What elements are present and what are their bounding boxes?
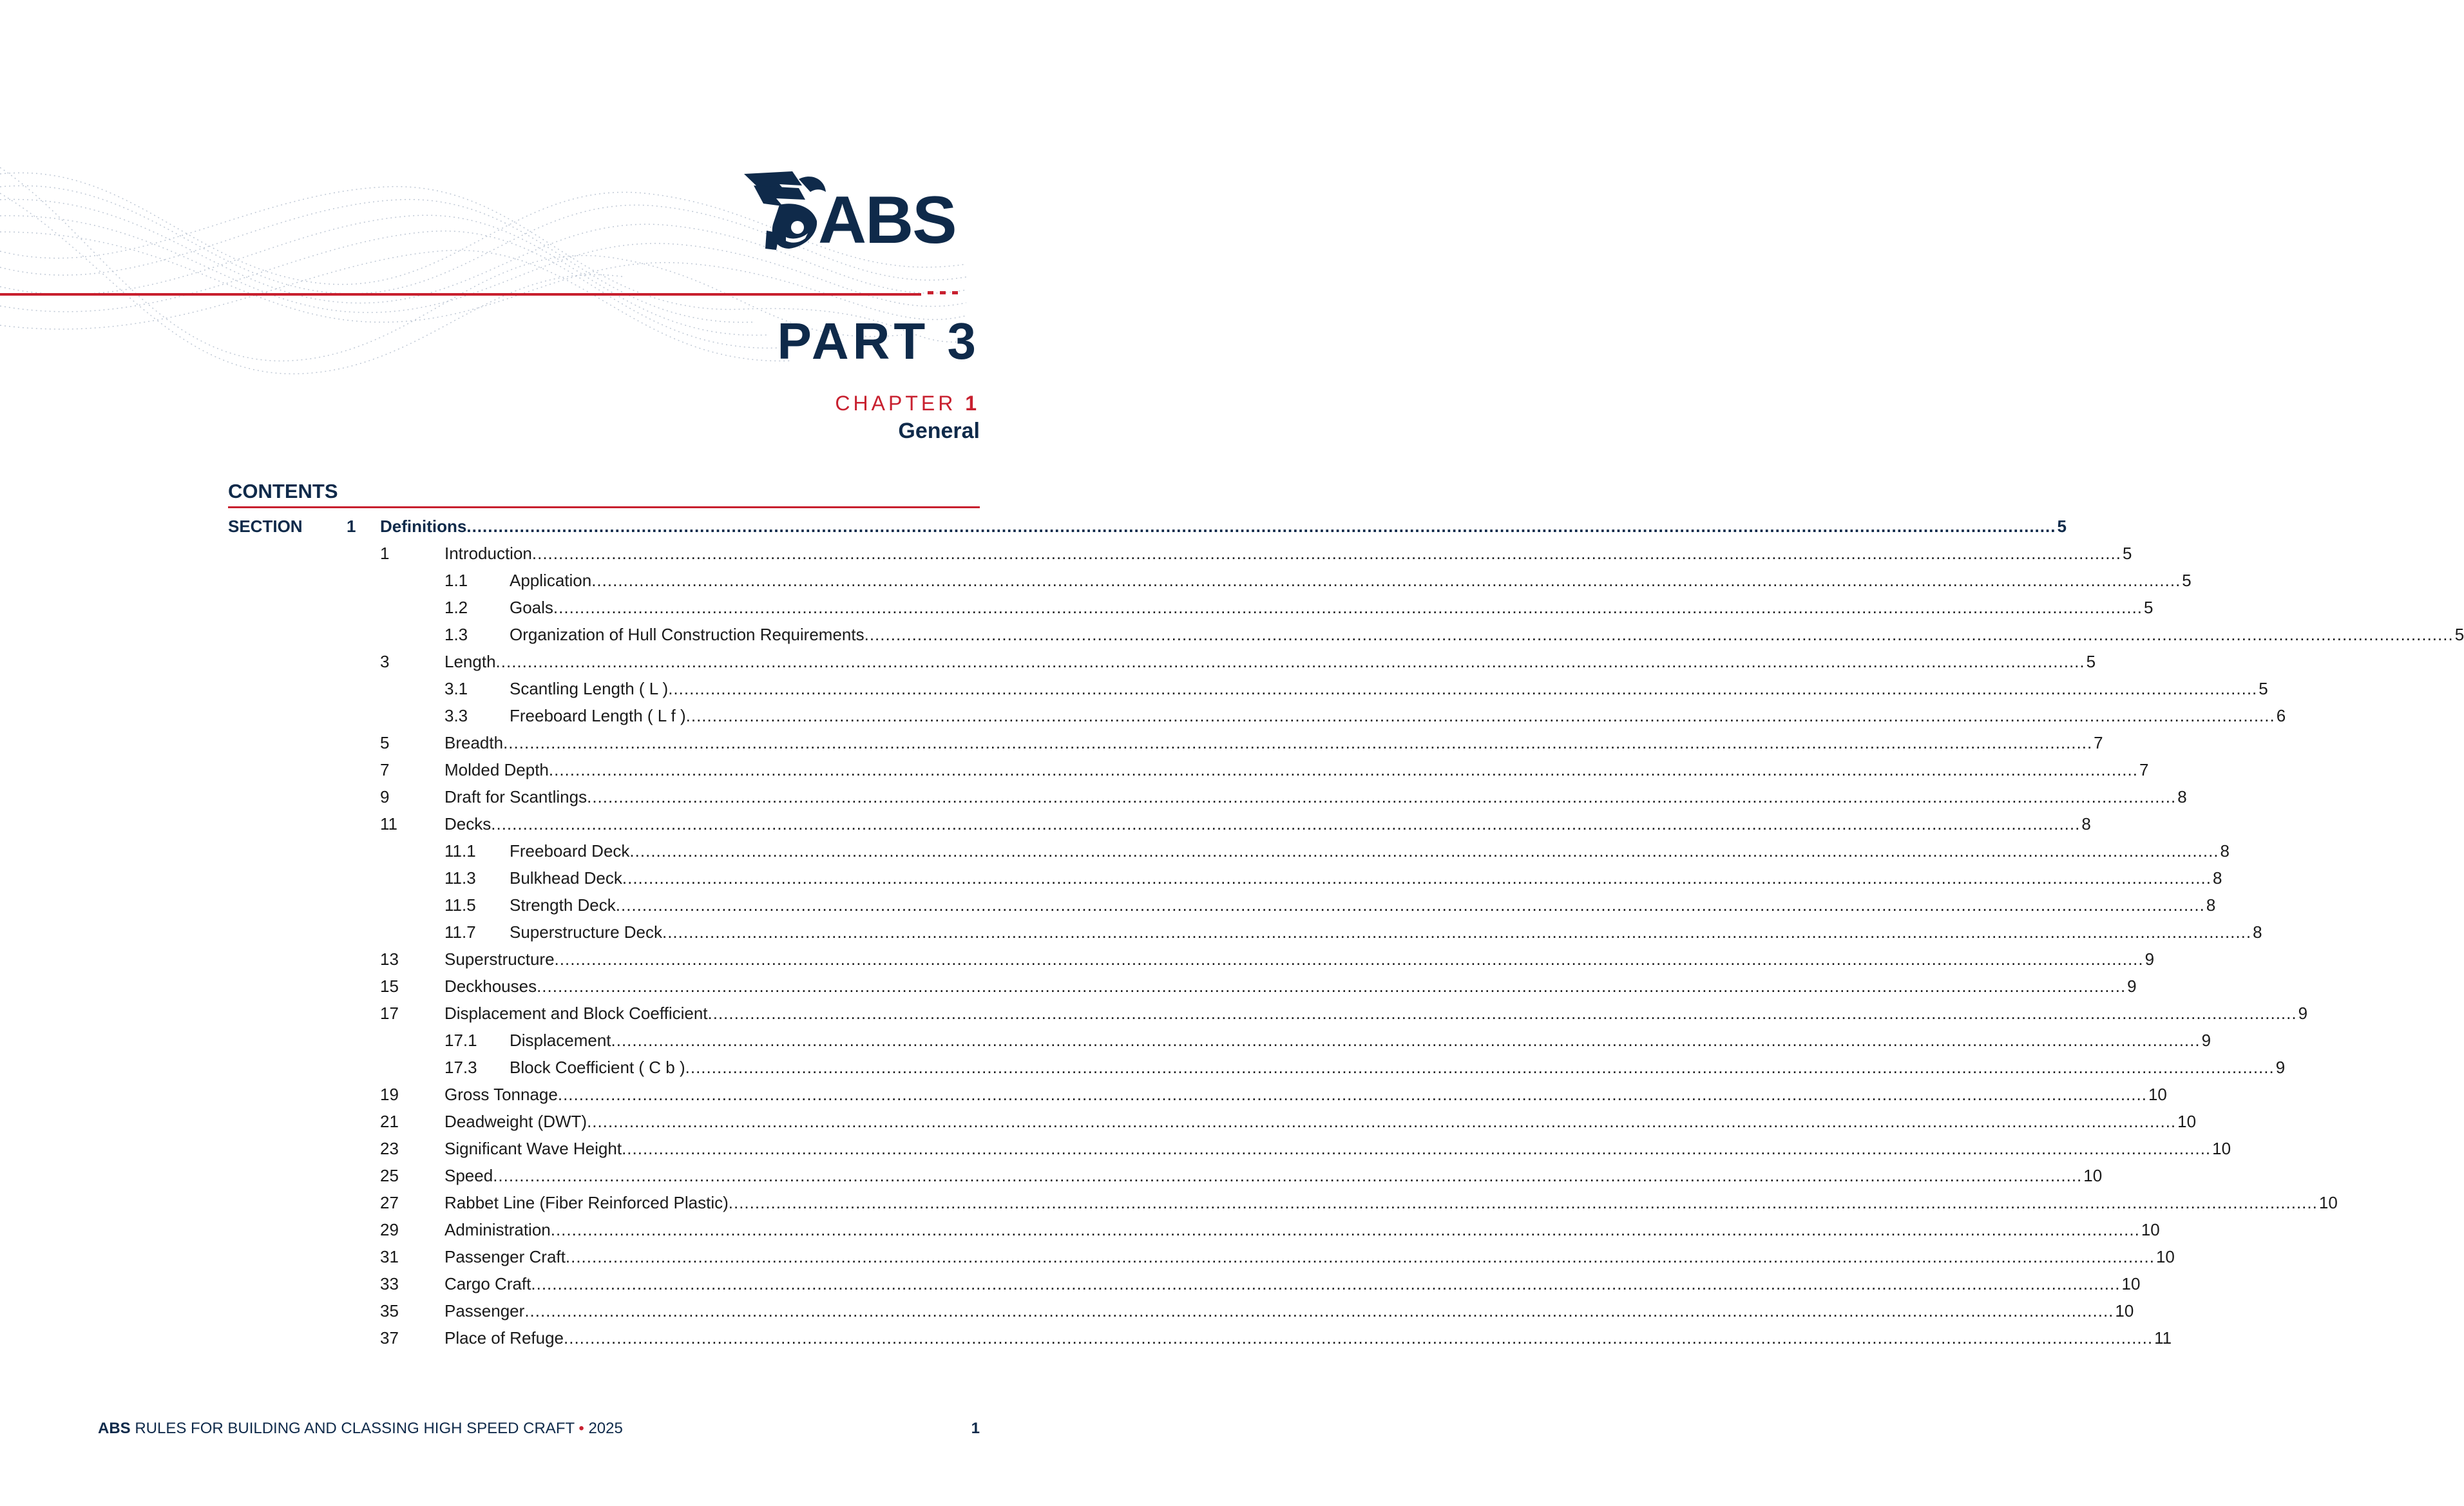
entry-page: 8 — [2212, 868, 2222, 888]
entry-page: 10 — [2115, 1301, 2134, 1320]
toc-entry-row[interactable] — [228, 756, 2149, 783]
entry-page: 8 — [2220, 841, 2230, 861]
entry-title: Decks — [444, 814, 492, 834]
entry-number: 35 — [380, 1301, 399, 1320]
entry-title: Freeboard Deck — [510, 841, 630, 861]
entry-page: 5 — [2086, 652, 2096, 671]
toc-entry-row[interactable] — [228, 1297, 2134, 1324]
toc-entry-row[interactable] — [228, 810, 2091, 837]
entry-number: 17 — [380, 1004, 399, 1023]
entry-content — [510, 1054, 2286, 1081]
dot-leader: ............................................................................................................................................................................................................................................................................................................ — [537, 977, 2126, 996]
entry-title: Passenger — [444, 1301, 525, 1320]
section-entry — [380, 513, 2067, 540]
logo-text: ABS — [818, 183, 956, 258]
entry-number: 9 — [380, 787, 390, 806]
abs-logo — [741, 166, 973, 263]
entry-page: 8 — [2177, 787, 2187, 806]
entry-number: 1 — [380, 544, 390, 563]
entry-title: Breadth — [444, 733, 504, 752]
entry-number: 3.1 — [444, 679, 468, 698]
chapter-number: 1 — [965, 392, 980, 415]
toc-entry-row[interactable] — [228, 1081, 2167, 1108]
entry-page: 6 — [2276, 706, 2286, 725]
entry-title: Goals — [510, 598, 553, 617]
entry-title: Displacement — [510, 1031, 611, 1050]
footer-title: RULES FOR BUILDING AND CLASSING HIGH SPEED CRAFT — [135, 1420, 575, 1437]
entry-title: Length — [444, 652, 496, 671]
entry-title: Organization of Hull Construction Requirements — [510, 625, 864, 644]
entry-page: 5 — [2182, 571, 2192, 590]
entry-content — [510, 621, 2464, 648]
page-number: 1 — [971, 1420, 980, 1437]
entry-content — [510, 837, 2230, 864]
entry-page: 10 — [2318, 1193, 2338, 1212]
toc-entry-row[interactable] — [228, 702, 2286, 729]
entry-title: Passenger Craft — [444, 1247, 566, 1266]
dot-leader: ............................................................................................................................................................................................................................................................................................................ — [531, 1274, 2121, 1293]
entry-number: 15 — [380, 977, 399, 996]
dot-leader: ............................................................................................................................................................................................................................................................................................................ — [554, 949, 2144, 969]
dot-leader: ............................................................................................................................................................................................................................................................................................................ — [557, 1085, 2147, 1104]
dot-leader: ............................................................................................................................................................................................................................................................................................................ — [587, 1112, 2177, 1131]
section-title: Definitions — [380, 517, 467, 536]
entry-page: 8 — [2253, 922, 2262, 942]
entry-title: Molded Depth — [444, 760, 549, 779]
entry-number: 11.5 — [444, 895, 476, 915]
header-rule — [0, 293, 921, 296]
entry-number: 7 — [380, 760, 390, 779]
entry-title: Introduction — [444, 544, 532, 563]
entry-content — [444, 1000, 2308, 1027]
toc-entry-row[interactable] — [228, 891, 2216, 919]
entry-content — [444, 1270, 2141, 1297]
entry-page: 10 — [2177, 1112, 2197, 1131]
entry-number: 3.3 — [444, 706, 468, 725]
header-rule-dots — [928, 291, 958, 294]
entry-number: 37 — [380, 1328, 399, 1348]
entry-content — [444, 1216, 2160, 1243]
entry-title: Significant Wave Height — [444, 1139, 622, 1158]
dot-leader: ............................................................................................................................................................................................................................................................................................................ — [466, 517, 2056, 536]
toc-entry-row[interactable] — [228, 864, 2222, 891]
entry-title: Deadweight (DWT) — [444, 1112, 587, 1131]
dot-leader: ............................................................................................................................................................................................................................................................................................................ — [728, 1193, 2318, 1212]
entry-content — [510, 594, 2154, 621]
entry-number: 1.3 — [444, 625, 468, 644]
entry-number: 11.3 — [444, 868, 476, 888]
chapter-label — [835, 393, 980, 414]
toc-entry-row[interactable] — [228, 567, 2192, 594]
entry-content — [510, 891, 2216, 919]
chapter-title: General — [898, 419, 980, 443]
entry-content — [444, 648, 2096, 675]
contents-heading: CONTENTS — [228, 480, 338, 502]
entry-page: 9 — [2298, 1004, 2308, 1023]
toc-entry-row[interactable] — [228, 729, 2103, 756]
page-footer — [98, 1421, 980, 1436]
dot-leader: ............................................................................................................................................................................................................................................................................................................ — [493, 1166, 2083, 1185]
toc-entry-row[interactable] — [228, 973, 2137, 1000]
entry-title: Bulkhead Deck — [510, 868, 622, 888]
toc-entry-row[interactable] — [228, 1000, 2308, 1027]
toc-entry-row[interactable] — [228, 919, 2262, 946]
entry-page: 8 — [2206, 895, 2216, 915]
dot-leader: ............................................................................................................................................................................................................................................................................................................ — [503, 733, 2093, 752]
entry-number: 25 — [380, 1166, 399, 1185]
entry-page: 11 — [2154, 1328, 2172, 1348]
dot-leader: ............................................................................................................................................................................................................................................................................................................ — [622, 1139, 2211, 1158]
dot-leader: ............................................................................................................................................................................................................................................................................................................ — [564, 1328, 2154, 1348]
entry-title: Scantling Length ( L ) — [510, 679, 669, 698]
section-number: 1 — [347, 517, 356, 536]
table-of-contents — [228, 513, 2464, 1351]
toc-entry-row[interactable] — [228, 783, 2187, 810]
entry-number: 23 — [380, 1139, 399, 1158]
entry-content — [510, 675, 2268, 702]
entry-content — [444, 1135, 2231, 1162]
entry-number: 27 — [380, 1193, 399, 1212]
dot-leader: ............................................................................................................................................................................................................................................................................................................ — [611, 1031, 2201, 1050]
entry-number: 5 — [380, 733, 390, 752]
entry-content — [444, 810, 2091, 837]
eagle-icon — [741, 166, 831, 256]
entry-title: Draft for Scantlings — [444, 787, 587, 806]
toc-entry-row[interactable] — [228, 946, 2155, 973]
entry-number: 1.1 — [444, 571, 468, 590]
entry-number: 17.3 — [444, 1058, 477, 1077]
entry-number: 11.7 — [444, 922, 476, 942]
entry-page: 10 — [2141, 1220, 2160, 1239]
entry-content — [444, 729, 2103, 756]
toc-section-row[interactable] — [228, 513, 2067, 540]
entry-content — [510, 567, 2192, 594]
contents-rule — [228, 506, 980, 508]
entry-number: 19 — [380, 1085, 399, 1104]
entry-page: 9 — [2127, 977, 2137, 996]
entry-content — [444, 973, 2137, 1000]
section-page: 5 — [2057, 517, 2067, 536]
dot-leader: ............................................................................................................................................................................................................................................................................................................ — [550, 1220, 2140, 1239]
entry-page: 7 — [2094, 733, 2103, 752]
entry-title: Gross Tonnage — [444, 1085, 558, 1104]
toc-entry-row[interactable] — [228, 1324, 2172, 1351]
entry-title: Administration — [444, 1220, 551, 1239]
toc-entry-row[interactable] — [228, 621, 2464, 648]
footer-year: 2025 — [588, 1420, 623, 1437]
entry-content — [510, 1027, 2211, 1054]
entry-number: 29 — [380, 1220, 399, 1239]
entry-title: Speed — [444, 1166, 493, 1185]
entry-page: 10 — [2212, 1139, 2231, 1158]
entry-page: 8 — [2081, 814, 2091, 834]
dot-leader: ............................................................................................................................................................................................................................................................................................................ — [524, 1301, 2114, 1320]
entry-title: Freeboard Length ( L f ) — [510, 706, 686, 725]
entry-title: Strength Deck — [510, 895, 616, 915]
entry-number: 1.2 — [444, 598, 468, 617]
entry-page: 5 — [2259, 679, 2268, 698]
entry-title: Place of Refuge — [444, 1328, 564, 1348]
entry-content — [444, 946, 2155, 973]
entry-content — [444, 1243, 2175, 1270]
entry-content — [444, 1324, 2172, 1351]
dot-leader: ............................................................................................................................................................................................................................................................................................................ — [615, 895, 2205, 915]
entry-title: Displacement and Block Coefficient — [444, 1004, 708, 1023]
entry-content — [510, 864, 2222, 891]
toc-entry-row[interactable] — [228, 1270, 2141, 1297]
entry-page: 10 — [2155, 1247, 2175, 1266]
entry-content — [510, 919, 2262, 946]
dot-leader: ............................................................................................................................................................................................................................................................................................................ — [591, 571, 2181, 590]
entry-number: 11.1 — [444, 841, 476, 861]
toc-entry-row[interactable] — [228, 1189, 2338, 1216]
dot-leader: ............................................................................................................................................................................................................................................................................................................ — [662, 922, 2252, 942]
dot-leader: ............................................................................................................................................................................................................................................................................................................ — [864, 625, 2454, 644]
dot-leader: ............................................................................................................................................................................................................................................................................................................ — [565, 1247, 2155, 1266]
dot-leader: ............................................................................................................................................................................................................................................................................................................ — [707, 1004, 2297, 1023]
section-label: SECTION — [228, 517, 303, 536]
entry-content — [444, 1108, 2197, 1135]
entry-content — [444, 1189, 2338, 1216]
entry-page: 9 — [2275, 1058, 2286, 1077]
entry-title: Superstructure Deck — [510, 922, 662, 942]
footer-brand: ABS — [98, 1420, 131, 1437]
toc-entry-row[interactable] — [228, 540, 2132, 567]
toc-entries — [228, 540, 2464, 1351]
toc-entry-row[interactable] — [228, 1162, 2103, 1189]
dot-leader: ............................................................................................................................................................................................................................................................................................................ — [491, 814, 2081, 834]
toc-entry-row[interactable] — [228, 1108, 2197, 1135]
entry-title: Cargo Craft — [444, 1274, 531, 1293]
entry-page: 10 — [2148, 1085, 2167, 1104]
entry-page: 9 — [2201, 1031, 2211, 1050]
entry-page: 5 — [2144, 598, 2154, 617]
dot-leader: ............................................................................................................................................................................................................................................................................................................ — [685, 1058, 2275, 1077]
entry-content — [510, 702, 2286, 729]
entry-page: 10 — [2083, 1166, 2103, 1185]
dot-leader: ............................................................................................................................................................................................................................................................................................................ — [622, 868, 2211, 888]
entry-title: Block Coefficient ( C b ) — [510, 1058, 685, 1077]
dot-leader: ............................................................................................................................................................................................................................................................................................................ — [553, 598, 2143, 617]
toc-entry-row[interactable] — [228, 1216, 2160, 1243]
footer-title-line — [98, 1421, 623, 1436]
dot-leader: ............................................................................................................................................................................................................................................................................................................ — [548, 760, 2138, 779]
toc-entry-row[interactable] — [228, 675, 2268, 702]
entry-content — [444, 756, 2149, 783]
entry-page: 9 — [2144, 949, 2155, 969]
entry-number: 33 — [380, 1274, 399, 1293]
entry-number: 31 — [380, 1247, 399, 1266]
entry-page: 7 — [2139, 760, 2149, 779]
entry-content — [444, 783, 2187, 810]
entry-number: 13 — [380, 949, 399, 969]
chapter-word: CHAPTER — [835, 392, 957, 415]
dot-leader: ............................................................................................................................................................................................................................................................................................................ — [685, 706, 2275, 725]
entry-number: 21 — [380, 1112, 399, 1131]
footer-separator: • — [578, 1420, 584, 1437]
toc-entry-row[interactable] — [228, 594, 2154, 621]
entry-title: Superstructure — [444, 949, 555, 969]
toc-entry-row[interactable] — [228, 1054, 2286, 1081]
entry-title: Deckhouses — [444, 977, 537, 996]
entry-page: 5 — [2122, 544, 2132, 563]
entry-page: 5 — [2454, 625, 2464, 644]
entry-number: 17.1 — [444, 1031, 477, 1050]
part-title: PART 3 — [777, 312, 980, 370]
toc-entry-row[interactable] — [228, 1027, 2211, 1054]
dot-leader: ............................................................................................................................................................................................................................................................................................................ — [495, 652, 2085, 671]
entry-number: 11 — [380, 814, 397, 834]
dot-leader: ............................................................................................................................................................................................................................................................................................................ — [629, 841, 2219, 861]
dot-leader: ............................................................................................................................................................................................................................................................................................................ — [668, 679, 2258, 698]
entry-content — [444, 1297, 2134, 1324]
toc-entry-row[interactable] — [228, 1243, 2175, 1270]
entry-number: 3 — [380, 652, 390, 671]
dot-leader: ............................................................................................................................................................................................................................................................................................................ — [531, 544, 2121, 563]
entry-content — [444, 1081, 2167, 1108]
entry-title: Rabbet Line (Fiber Reinforced Plastic) — [444, 1193, 729, 1212]
dot-leader: ............................................................................................................................................................................................................................................................................................................ — [587, 787, 2177, 806]
toc-entry-row[interactable] — [228, 837, 2230, 864]
entry-content — [444, 540, 2132, 567]
toc-entry-row[interactable] — [228, 648, 2096, 675]
entry-content — [444, 1162, 2103, 1189]
toc-entry-row[interactable] — [228, 1135, 2231, 1162]
entry-page: 10 — [2121, 1274, 2141, 1293]
entry-title: Application — [510, 571, 592, 590]
